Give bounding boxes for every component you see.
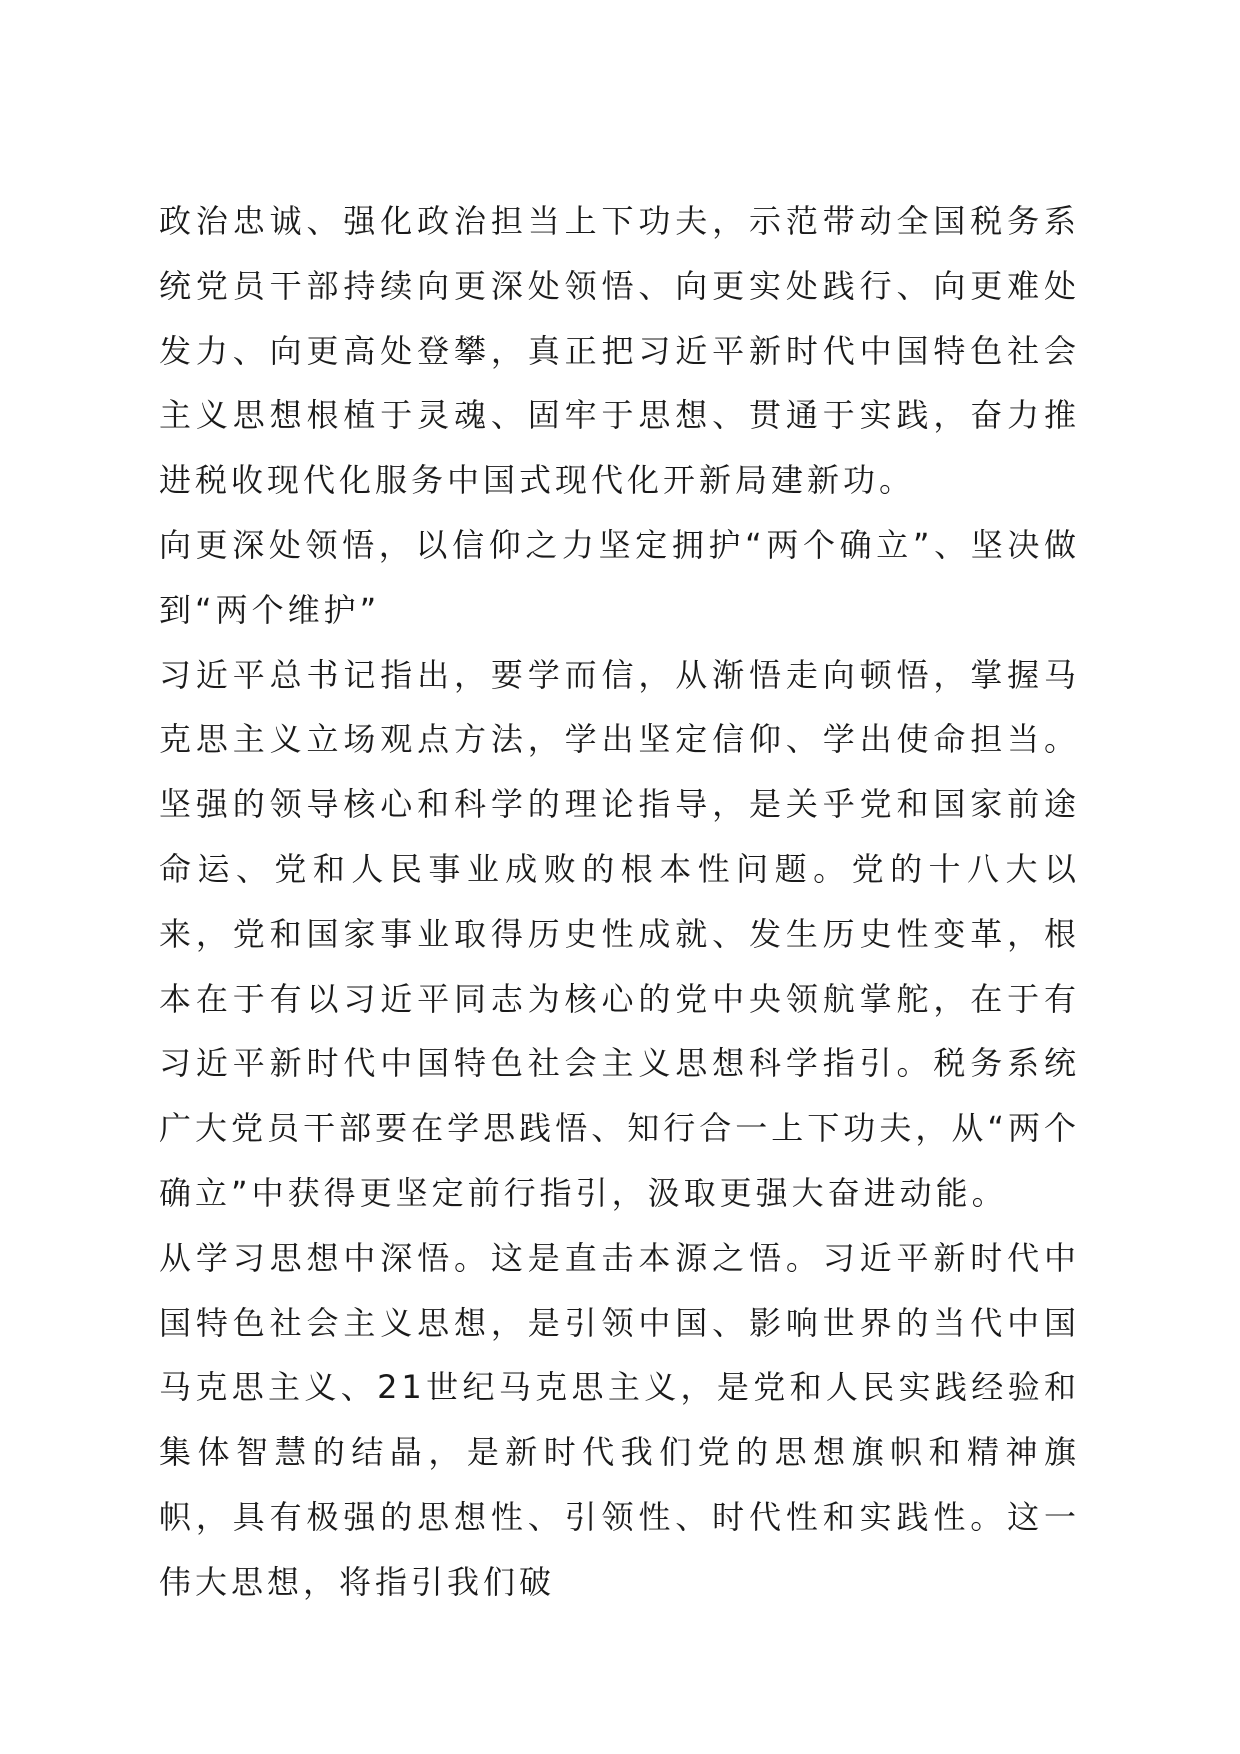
paragraph-body: 习近平总书记指出，要学而信，从渐悟走向顿悟，掌握马克思主义立场观点方法，学出坚定信仰、学出使命担当。坚强的领导核心和科学的理论指导，是关乎党和国家前途命运、党和人民事业成败的根本性问题。党的十八大以来，党和国家事业取得历史性成就、发生历史性变革，根本在于有以习近平同志为核心的党中央领航掌舵，在于有习近平新时代中国特色社会主义思想科学指引。税务系统广大党员干部要在学思践悟、知行合一上下功夫，从“两个确立”中获得更坚定前行指引，汲取更强大奋进动能。 [159, 655, 1080, 1212]
paragraph-subpoint: 从学习思想中深悟。这是直击本源之悟。习近平新时代中国特色社会主义思想，是引领中国、影响世界的当代中国马克思主义、21世纪马克思主义，是党和人民实践经验和集体智慧的结晶，是新时代我们党的思想旗帜和精神旗帜，具有极强的思想性、引领性、时代性和实践性。这一伟大思想，将指引我们破 [159, 1238, 1080, 1601]
paragraph-intro-continuation: 政治忠诚、强化政治担当上下功夫，示范带动全国税务系统党员干部持续向更深处领悟、向更实处践行、向更难处发力、向更高处登攀，真正把习近平新时代中国特色社会主义思想根植于灵魂、固牢于思想、贯通于实践，奋力推进税收现代化服务中国式现代化开新局建新功。 [159, 202, 1080, 500]
document-body [159, 189, 1080, 1615]
section-heading: 向更深处领悟，以信仰之力坚定拥护“两个确立”、坚决做到“两个维护” [159, 525, 1080, 629]
